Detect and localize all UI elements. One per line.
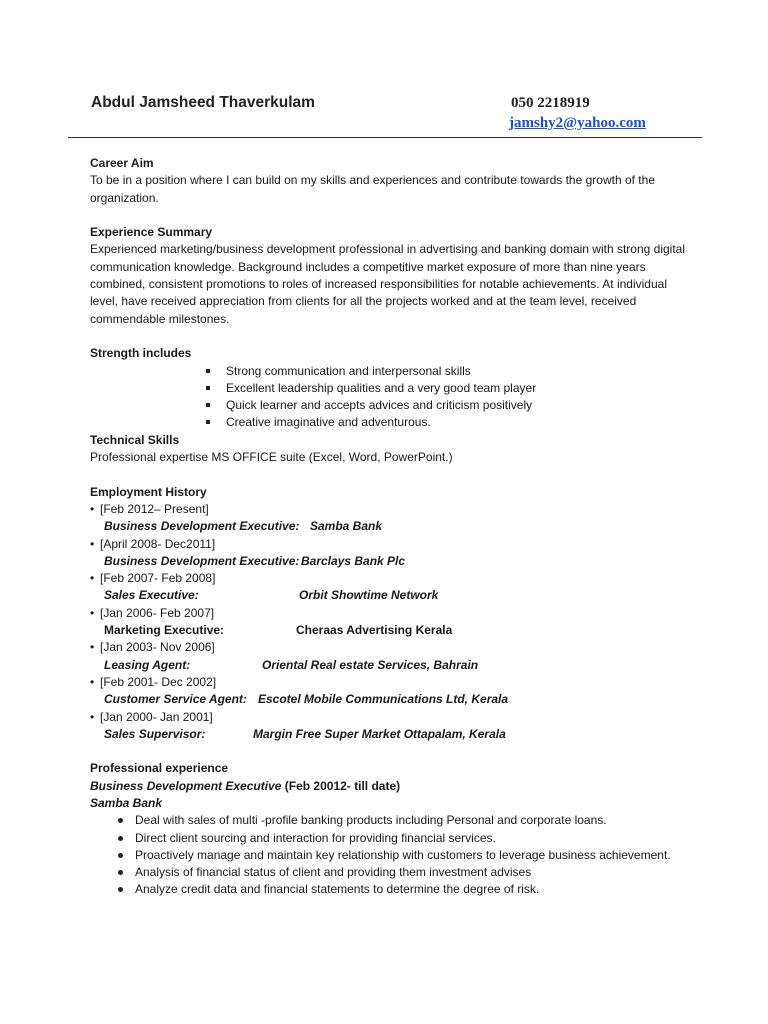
list-item: Excellent leadership qualities and a very good team player (90, 380, 685, 397)
phone-number: 050 2218919 (511, 95, 590, 111)
list-item: • [April 2008- Dec2011] (90, 536, 216, 551)
list-item: • [Feb 2012– Present] (90, 501, 209, 516)
strengths-heading: Strength includes (90, 346, 192, 361)
list-item: • [Jan 2003- Nov 2006] (90, 640, 215, 655)
list-item: Analysis of financial status of client and providing them investment advises (90, 864, 685, 881)
candidate-name: Abdul Jamsheed Thaverkulam (91, 94, 315, 111)
employment-history-heading: Employment History (90, 484, 207, 499)
list-item: Direct client sourcing and interaction for providing financial services. (90, 830, 685, 847)
list-item: Proactively manage and maintain key relationship with customers to leverage business achievement. (90, 847, 685, 864)
list-item: Creative imaginative and adventurous. (90, 414, 685, 431)
list-item: Analyze credit data and financial statements to determine the degree of risk. (90, 881, 685, 898)
experience-summary-heading: Experience Summary (90, 225, 213, 240)
employment-history-list: • [Feb 2012– Present] Business Development Executive: Samba Bank • [April 2008- Dec2011] Business Development Executive: Barclays Bank Plc • [Feb 2007- Feb 2008] Sales Executive: Orbit Showtime Network • [Jan 2006- Feb 2007] Marketing Executive: Cheraas Advertising Kerala • [Jan 2003- Nov 2006] Leasing Agent: Oriental Real estate Services, Bahrain • [Feb 2001- Dec 2002] Customer Service Agent: Escotel Mobile Communications Ltd, Kerala • [Jan 2000- Jan 2001] Sales Supervisor: Margin Free Super Market Ottapalam, Kerala (90, 501, 685, 743)
email-link[interactable]: jamshy2@yahoo.com (509, 115, 646, 131)
company-name: Samba Bank (90, 795, 163, 810)
list-item: Deal with sales of multi -profile banking products including Personal and corporate loans. (90, 812, 685, 829)
header-divider (68, 137, 702, 138)
technical-skills-heading: Technical Skills (90, 432, 180, 447)
position-title: Business Development Executive (Feb 20012- till date) (90, 778, 401, 793)
professional-experience-heading: Professional experience (90, 761, 229, 776)
technical-skills-text: Professional expertise MS OFFICE suite (Excel, Word, PowerPoint.) (90, 450, 453, 465)
list-item: • [Feb 2007- Feb 2008] (90, 571, 216, 586)
duties-list (90, 812, 685, 898)
strengths-list (90, 363, 685, 432)
list-item: • [Jan 2000- Jan 2001] (90, 709, 213, 724)
list-item: Strong communication and interpersonal skills (90, 363, 685, 380)
resume-body (90, 155, 685, 899)
list-item: • [Feb 2001- Dec 2002] (90, 674, 217, 689)
career-aim-text: To be in a position where I can build on my skills and experiences and contribute towards the growth of the organization. (90, 173, 655, 205)
career-aim-heading: Career Aim (90, 156, 154, 170)
list-item: • [Jan 2006- Feb 2007] (90, 605, 215, 620)
experience-summary-text: Experienced marketing/business development professional in advertising and banking domain with strong digital communication knowledge. Background includes a competitive market exposure of more than nine years combined, consistent promotions to roles of increased responsibilities for notable achievements. At individual level, have received appreciation from clients for all the projects worked and at the team level, received commendable milestones. (90, 242, 686, 326)
list-item: Quick learner and accepts advices and criticism positively (90, 397, 685, 414)
